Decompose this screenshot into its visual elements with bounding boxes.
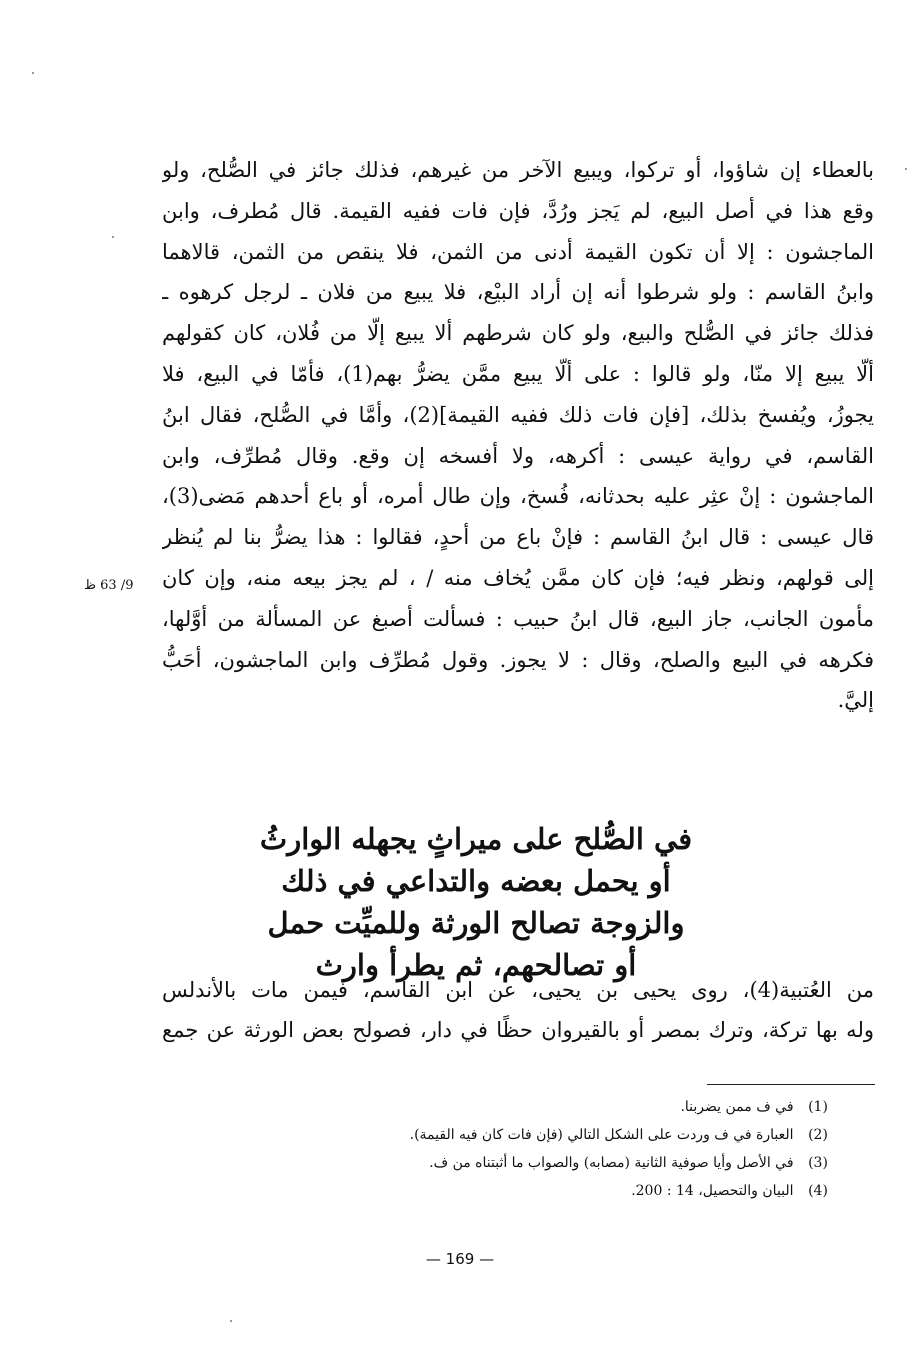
heading-line: أو تصالحهم، ثم يطرأ وارث [315,948,637,982]
footnote-text: البيان والتحصيل، 14 : 200. [631,1183,794,1199]
footnote-number: (3) [808,1155,828,1171]
main-paragraph [162,150,874,721]
text-line: قال عيسى : قال ابنُ القاسم : فإنْ باع من أحدٍ، فقالوا : هذا يضرُّ بنا لم يُنظر [162,525,874,550]
text-line: بالعطاء إن شاؤوا، أو تركوا، ويبيع الآخر من غيرهم، فذلك جائز في الصُّلح، ولو [162,158,874,182]
heading-line: في الصُّلح على ميراثٍ يجهله الوارثُ [259,822,693,856]
text-line: فكرهه في البيع والصلح، وقال : لا يجوز. وقول مُطرِّف وابن الماجشون، أحَبُّ [162,647,874,672]
scan-speck [905,168,907,170]
second-paragraph [162,970,874,1050]
scan-speck [112,236,114,238]
text-line: فذلك جائز في الصُّلح والبيع، ولو كان شرطهم ألا يبيع إلّا من فُلان، كان كقولهم [162,321,874,346]
text-line: القاسم، في رواية عيسى : أكرهه، ولا أفسخه إن وقع. وقال مُطرِّف، وابن [162,443,874,468]
footnote [300,1121,838,1149]
manuscript-folio-note: 9/ 63 ظ [84,578,134,593]
text-line: ألّا يبيع إلا منّا، ولو قالوا : على ألّا يبيع ممَّن يضرُّ بهم(1)، فأمّا في البيع، فلا [162,361,874,386]
footnote-number: (2) [808,1127,828,1143]
scan-speck [230,1320,232,1322]
footnote [300,1177,838,1205]
footnote-text: العبارة في ف وردت على الشكل التالي (فإن فات كان فيه القيمة). [409,1127,794,1143]
scan-speck [32,72,34,74]
heading-line: والزوجة تصالح الورثة وللميِّت حمل [267,906,685,940]
footnote-number: (1) [808,1099,828,1115]
text-line: مأمون الجانب، جاز البيع، قال ابنُ حبيب : فسألت أصبغ عن المسألة من أوَّلها، [162,606,874,631]
text-line: الماجشون : إلا أن تكون القيمة أدنى من الثمن، فلا ينقص من الثمن، قالاهما [162,239,874,264]
footnote-text: في الأصل وأيا صوفية الثانية (مصابه) والصواب ما أثبتناه من ف. [429,1155,794,1171]
page-number: — 169 — [425,1250,495,1268]
heading-line: أو يحمل بعضه والتداعي في ذلك [281,864,671,898]
footnote [300,1093,838,1121]
section-heading [250,818,702,986]
footnote [300,1149,838,1177]
text-line: إلى قولهم، ونظر فيه؛ فإن كان ممَّن يُخاف منه / ، لم يجز بيعه منه، وإن كان [162,565,874,590]
text-line: وله بها تركة، وترك بمصر أو بالقيروان حظًا في دار، فصولح بعض الورثة عن جمع [162,1018,874,1042]
text-line: وابنُ القاسم : ولو شرطوا أنه إن أراد البيْع، فلا يبيع من فلان ـ لرجل كرهوه ـ [162,280,874,305]
footnote-number: (4) [808,1183,828,1199]
text-line: يجوزُ، ويُفسخ بذلك، [فإن فات ذلك ففيه القيمة](2)، وأمَّا في الصُّلح، فقال ابنُ [162,402,874,427]
text-line: إليَّ. [837,688,874,713]
text-line: من العُتبية(4)، روى يحيى بن يحيى، عن ابن القاسم، فيمن مات بالأندلس [162,978,874,1002]
text-line: الماجشون : إنْ عثِر عليه بحدثانه، فُسخ، وإن طال أمره، أو باع أحدهم مَضى(3)، [162,484,874,509]
text-line: وقع هذا في أصل البيع، لم يَجز ورُدَّ، فإن فات ففيه القيمة. قال مُطرف، وابن [162,198,874,223]
footnotes [300,1093,838,1205]
footnote-separator [707,1084,875,1085]
footnote-text: في ف ممن يضربنا. [680,1099,794,1115]
